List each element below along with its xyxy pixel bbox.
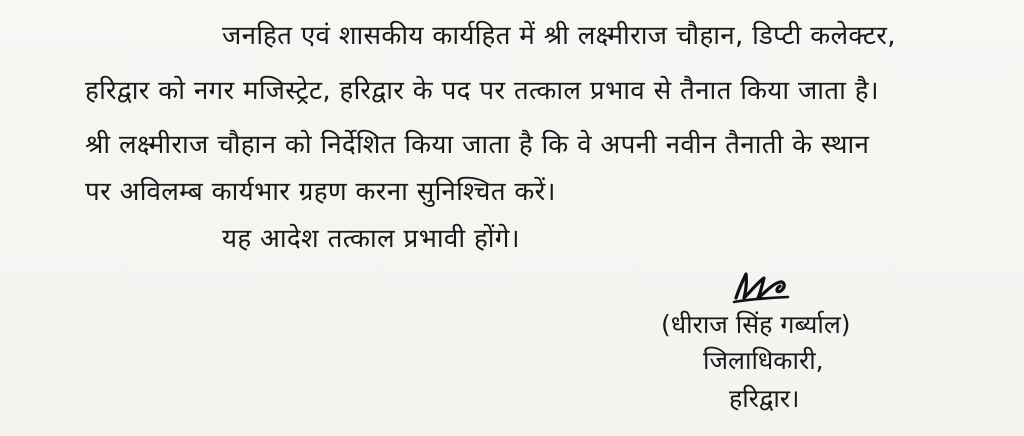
order-line-2: हरिद्वार को नगर मजिस्ट्रेट, हरिद्वार के पद पर तत्काल प्रभाव से तैनात किया जाता है। bbox=[85, 76, 879, 106]
signatory-name: (धीराज सिंह गर्ब्याल) bbox=[661, 310, 851, 339]
signatory-place: हरिद्वार। bbox=[729, 384, 800, 413]
order-line-3: श्री लक्ष्मीराज चौहान को निर्देशित किया जाता है कि वे अपनी नवीन तैनाती के स्थान bbox=[85, 130, 870, 160]
order-line-1: जनहित एवं शासकीय कार्यहित में श्री लक्ष्मीराज चौहान, डिप्टी कलेक्टर, bbox=[222, 21, 896, 51]
order-line-5: यह आदेश तत्काल प्रभावी होंगे। bbox=[222, 224, 520, 254]
order-line-4: पर अविलम्ब कार्यभार ग्रहण करना सुनिश्चित करें। bbox=[85, 177, 556, 207]
signatory-designation: जिलाधिकारी, bbox=[703, 346, 824, 375]
handwritten-signature bbox=[728, 268, 798, 308]
